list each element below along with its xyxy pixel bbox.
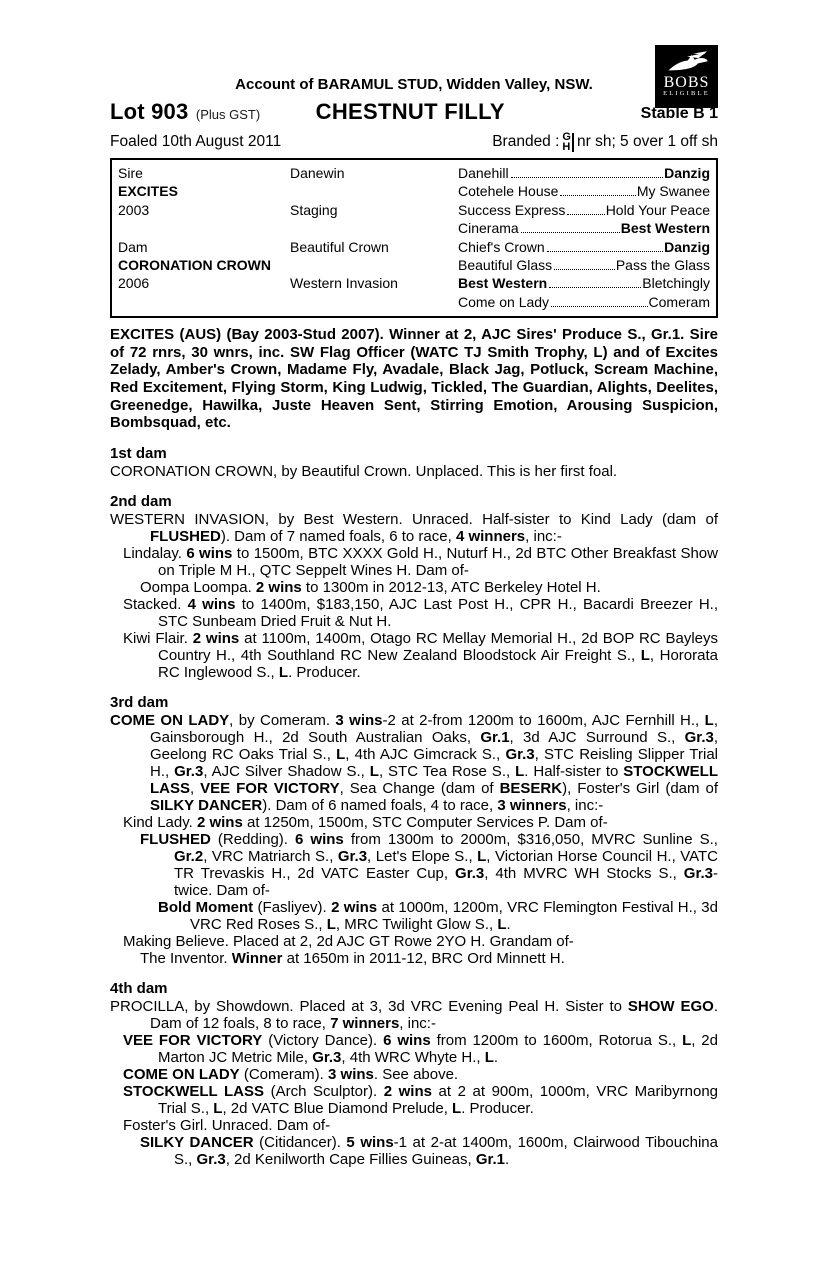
pedigree-cell-generation3	[458, 238, 710, 256]
pedigree-paragraph: Oompa Loompa. 2 wins to 1300m in 2012-13, ATC Berkeley Hotel H.	[140, 578, 601, 596]
pedigree-paragraph: PROCILLA, by Showdown. Placed at 3, 3d VRC Evening Peal H. Sister to SHOW EGO. Dam of 12 foals, 8 to race, 7 winners, inc:-	[110, 997, 719, 1032]
pedigree-ancestor: Beautiful Glass	[458, 256, 553, 273]
dam-section-heading: 1st dam	[110, 444, 167, 462]
dotted-leader	[554, 269, 615, 270]
pedigree-row	[118, 256, 710, 274]
pedigree-row	[118, 274, 710, 292]
pedigree-paragraph: Making Believe. Placed at 2, 2d AJC GT Rowe 2YO H. Grandam of-	[123, 932, 574, 950]
pedigree-ancestor: Chief's Crown	[458, 238, 545, 255]
pedigree-cell-generation2: Staging	[290, 201, 338, 218]
sire-summary-paragraph: EXCITES (AUS) (Bay 2003-Stud 2007). Winner at 2, AJC Sires' Produce S., Gr.1. Sire of 72 rnrs, 30 wnrs, inc. SW Flag Officer (WATC TJ Smith Trophy, L) and of Excites Zelady, Amber's Crown, Madame Fly, Avadale, Black Jag, Potluck, Scream Machine, Red Excitement, Flying Storm, King Ludwig, Tickled, The Guardian, Alights, Deelites, Greenedge, Hawilka, Juste Heaven Sent, Stirring Emotion, Arousing Suspicion, Bombsquad, etc.	[110, 326, 718, 432]
dam-section-heading: 2nd dam	[110, 492, 172, 510]
dotted-leader	[511, 177, 664, 178]
branded-prefix: Branded :	[492, 133, 560, 150]
pedigree-paragraph: Bold Moment (Fasliyev). 2 wins at 1000m, 1200m, VRC Flemington Festival H., 3d VRC Red Roses S., L, MRC Twilight Glow S., L.	[158, 898, 718, 933]
pedigree-ancestor: Come on Lady	[458, 293, 550, 310]
pedigree-row	[118, 201, 710, 219]
pedigree-ancestor: Danehill	[458, 165, 509, 181]
pedigree-ancestor: Cinerama	[458, 220, 519, 237]
section-3rd-dam	[110, 694, 718, 967]
pedigree-cell-generation1: 2003	[118, 201, 150, 218]
pedigree-cell-generation2: Beautiful Crown	[290, 238, 389, 255]
section-2nd-dam	[110, 493, 718, 681]
pedigree-cell-generation2: Western Invasion	[290, 275, 398, 292]
foaled-branded-row	[110, 132, 718, 151]
brand-mark	[562, 133, 574, 152]
pedigree-paragraph: CORONATION CROWN, by Beautiful Crown. Unplaced. This is her first foal.	[110, 462, 618, 480]
pedigree-paragraph: COME ON LADY (Comeram). 3 wins. See above.	[123, 1065, 459, 1083]
bobs-logo-word: BOBS	[663, 74, 710, 91]
pedigree-ancestor: Comeram	[648, 293, 710, 310]
pedigree-cell-generation3	[458, 164, 710, 182]
pedigree-table	[110, 158, 718, 318]
pedigree-paragraph: COME ON LADY, by Comeram. 3 wins-2 at 2-from 1200m to 1600m, AJC Fernhill H., L, Gainsborough H., 2d South Australian Oaks, Gr.1, 3d AJC Surround S., Gr.3, Geelong RC Oaks Trial S., L, 4th AJC Gimcrack S., Gr.3, STC Reisling Slipper Trial H., Gr.3, AJC Silver Shadow S., L, STC Tea Rose S., L. Half-sister to STOCKWELL LASS, VEE FOR VICTORY, Sea Change (dam of BESERK), Foster's Girl (dam of SILKY DANCER). Dam of 6 named foals, 4 to race, 3 winners, inc:-	[110, 711, 718, 814]
pedigree-cell-generation1: Sire	[118, 165, 143, 181]
bobs-horse-icon	[664, 49, 710, 75]
pedigree-cell-generation3	[458, 293, 710, 311]
pedigree-cell-generation3	[458, 201, 710, 219]
dam-section-heading: 4th dam	[110, 979, 168, 997]
pedigree-ancestor: Best Western	[458, 275, 548, 292]
foaled-date: Foaled 10th August 2011	[110, 133, 282, 150]
pedigree-paragraph: Kind Lady. 2 wins at 1250m, 1500m, STC Computer Services P. Dam of-	[123, 813, 608, 831]
brand-bottom-letter: H	[562, 140, 571, 153]
dotted-leader	[551, 306, 647, 307]
pedigree-paragraph: SILKY DANCER (Citidancer). 5 wins-1 at 2-at 1400m, 1600m, Clairwood Tibouchina S., Gr.3, 2d Kenilworth Cape Fillies Guineas, Gr.1.	[140, 1133, 718, 1168]
lot-left-group	[110, 99, 260, 125]
pedigree-ancestor: Best Western	[620, 220, 710, 237]
horse-description-title: CHESTNUT FILLY	[315, 99, 505, 124]
pedigree-row	[118, 238, 710, 256]
dotted-leader	[549, 287, 641, 288]
pedigree-cell-generation1: EXCITES	[118, 183, 178, 200]
pedigree-ancestor: Danzig	[664, 238, 710, 255]
gst-note: (Plus GST)	[195, 107, 261, 122]
dotted-leader	[521, 232, 620, 233]
pedigree-row	[118, 293, 710, 311]
pedigree-paragraph: Foster's Girl. Unraced. Dam of-	[123, 1116, 331, 1134]
pedigree-paragraph: Lindalay. 6 wins to 1500m, BTC XXXX Gold H., Nuturf H., 2d BTC Other Breakfast Show on Triple M H., QTC Seppelt Wines H. Dam of-	[123, 544, 718, 579]
catalogue-content	[110, 76, 718, 1168]
brand-top-letter: G	[562, 131, 571, 143]
pedigree-ancestor: Hold Your Peace	[605, 201, 710, 218]
lot-number: Lot 903	[110, 99, 189, 124]
pedigree-ancestor: Cotehele House	[458, 183, 559, 200]
dam-section-heading: 3rd dam	[110, 693, 169, 711]
section-4th-dam	[110, 980, 718, 1168]
pedigree-paragraph: WESTERN INVASION, by Best Western. Unraced. Half-sister to Kind Lady (dam of FLUSHED). Dam of 7 named foals, 6 to race, 4 winners, inc:-	[110, 510, 718, 545]
pedigree-ancestor: Bletchingly	[642, 275, 710, 292]
pedigree-cell-generation3	[458, 256, 710, 274]
pedigree-row	[118, 219, 710, 237]
dotted-leader	[567, 214, 604, 215]
pedigree-cell-generation2: Danewin	[290, 165, 345, 181]
pedigree-cell-generation1: CORONATION CROWN	[118, 256, 271, 273]
pedigree-ancestor: Success Express	[458, 201, 566, 218]
pedigree-ancestor: Pass the Glass	[615, 256, 710, 273]
pedigree-paragraph: STOCKWELL LASS (Arch Sculptor). 2 wins at 2 at 900m, 1000m, VRC Maribyrnong Trial S., L, 2d VATC Blue Diamond Prelude, L. Producer.	[123, 1082, 718, 1117]
pedigree-ancestor: My Swanee	[636, 183, 710, 200]
lot-header	[110, 98, 718, 125]
bobs-logo-subtext: ELIGIBLE	[663, 90, 710, 97]
pedigree-cell-generation3	[458, 274, 710, 292]
pedigree-paragraph: The Inventor. Winner at 1650m in 2011-12, BRC Ord Minnett H.	[140, 949, 565, 967]
branded-info	[492, 132, 718, 151]
pedigree-cell-generation1: Dam	[118, 238, 148, 255]
pedigree-paragraph: Stacked. 4 wins to 1400m, $183,150, AJC Last Post H., CPR H., Bacardi Breezer H., STC Sunbeam Dried Fruit & Nut H.	[123, 595, 718, 630]
section-1st-dam	[110, 445, 718, 480]
stable-label: Stable B 1	[640, 105, 718, 122]
branded-suffix: nr sh; 5 over 1 off sh	[576, 133, 718, 150]
pedigree-paragraph: Kiwi Flair. 2 wins at 1100m, 1400m, Otago RC Mellay Memorial H., 2d BOP RC Bayleys Country H., 4th Southland RC New Zealand Bloodstock Air Freight S., L, Hororata RC Inglewood S., L. Producer.	[123, 629, 719, 681]
pedigree-paragraph: VEE FOR VICTORY (Victory Dance). 6 wins from 1200m to 1600m, Rotorua S., L, 2d Marton JC Metric Mile, Gr.3, 4th WRC Whyte H., L.	[123, 1031, 718, 1066]
pedigree-cell-generation3	[458, 182, 710, 200]
vendor-account-line: Account of BARAMUL STUD, Widden Valley, NSW.	[235, 76, 593, 93]
pedigree-paragraph: FLUSHED (Redding). 6 wins from 1300m to 2000m, $316,050, MVRC Sunline S., Gr.2, VRC Matriarch S., Gr.3, Let's Elope S., L, Victorian Horse Council H., VATC TR Trevaskis H., 2d VATC Easter Cup, Gr.3, 4th MVRC WH Stocks S., Gr.3-twice. Dam of-	[140, 830, 719, 899]
pedigree-ancestor: Danzig	[664, 165, 710, 181]
pedigree-row	[118, 164, 710, 182]
pedigree-cell-generation1: 2006	[118, 275, 150, 292]
pedigree-cell-generation3	[458, 219, 710, 237]
dotted-leader	[547, 251, 663, 252]
dotted-leader	[560, 195, 635, 196]
pedigree-row	[118, 182, 710, 200]
